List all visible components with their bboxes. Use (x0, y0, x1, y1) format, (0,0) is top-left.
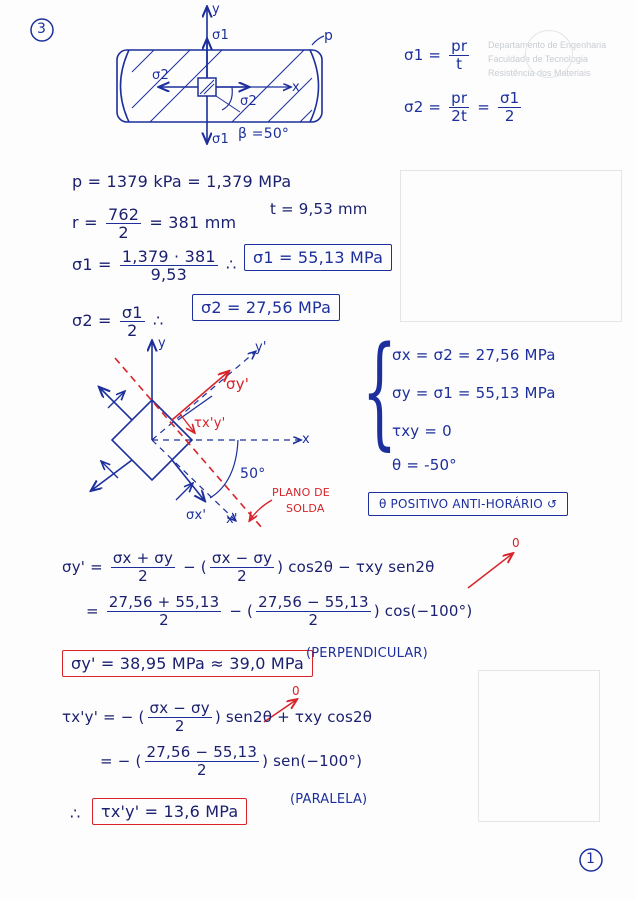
stress-eq-f1-num: σx + σy (112, 549, 174, 567)
radius-rhs: = 381 mm (149, 213, 237, 232)
radius-den: 2 (118, 223, 129, 242)
fig1-y-axis-label: y (212, 2, 220, 17)
sigma2-result-box: σ2 = 27,56 MPa (192, 294, 340, 321)
normal-stress-result-box: σy' = 38,95 MPa ≈ 39,0 MPa (62, 650, 313, 677)
stress-sub-f2-num: 27,56 − 55,13 (258, 593, 369, 611)
sigma1-calc-therefore: ∴ (226, 255, 237, 274)
stress-eq-minus: − (183, 558, 196, 576)
show-through-text: Resistência dos Materiais (488, 68, 591, 78)
perpendicular-note: (PERPENDICULAR) (306, 646, 428, 661)
stress-eq-lhs: σy' = (62, 558, 103, 576)
condition-theta: θ = -50° (392, 456, 457, 474)
shear-eq-lhs: τx'y' = − (62, 708, 134, 726)
parallel-note: (PARALELA) (290, 792, 368, 807)
weld-plane-label-line1: PLANO DE (272, 486, 330, 499)
stress-eq-zero-mark: 0 (512, 536, 520, 550)
condition-sigma-y: σy = σ1 = 55,13 MPa (392, 384, 556, 402)
fig2-sigma-x-prime-label: σx' (186, 508, 207, 523)
sigma2-calculation (72, 304, 163, 339)
fig1-p-label: p (324, 28, 334, 44)
stress-eq-f2-num: σx − σy (211, 549, 273, 567)
stress-sub-eq: = (86, 602, 99, 620)
radius-given (72, 206, 236, 241)
fig2-y-prime-label: y' (255, 340, 267, 355)
shear-stress-result-box: τx'y' = 13,6 MPa (92, 798, 247, 825)
page-number: 1 (586, 851, 596, 867)
shear-stress-equation: τx'y' = − ( $\frac{\sigma x - \sigma y}{2}$ ) sen2θ + τxy cos2θ (62, 699, 373, 735)
fig2-sigma-y-prime-label: σy' (226, 375, 250, 393)
sigma2-calc-therefore: ∴ (152, 311, 164, 330)
sigma1-result-box: σ1 = 55,13 MPa (244, 244, 392, 271)
stress-sub-f2-den: 2 (308, 611, 319, 629)
normal-stress-equation: σy' = $\frac{\sigma x + \sigma y}{2}$ − ( $\frac{\sigma x - \sigma y}{2}$ ) cos2θ − τxy sen2θ (62, 549, 435, 585)
sigma1-calculation (72, 248, 236, 283)
normal-stress-substitution: = $\frac{27,56 + 55,13}{2}$ − ( $\frac{27,56 - 55,13}{2}$ ) cos(−100°) (86, 593, 473, 629)
stress-sub-minus: − (229, 602, 243, 620)
fig2-angle-label: 50° (240, 466, 266, 482)
condition-sigma-x: σx = σ2 = 27,56 MPa (392, 346, 556, 364)
fig1-beta-label: β =50° (238, 126, 290, 142)
show-through-text: Departamento de Engenharia (488, 40, 607, 50)
stress-sub-f1-num: 27,56 + 55,13 (108, 593, 220, 611)
fig2-tau-label: τx'y' (194, 416, 226, 431)
conditions-brace: { (362, 320, 397, 462)
stress-eq-f1-den: 2 (138, 567, 148, 585)
stress-eq-f2-den: 2 (237, 567, 247, 585)
stress-sub-trig: cos(−100°) (384, 602, 473, 620)
sigma1-formula-lhs: σ1 = (404, 46, 442, 64)
fig1-x-axis-label: x (292, 80, 300, 95)
sigma2-formula-lhs: σ2 = (404, 98, 442, 116)
pressure-given: p = 1379 kPa = 1,379 MPa (72, 172, 292, 191)
sigma2-calc-den: 2 (127, 321, 138, 340)
sigma1-calc-lhs: σ1 = (72, 255, 112, 274)
sigma2-formula-num: pr (451, 89, 468, 107)
radius-num: 762 (107, 205, 140, 224)
shear-eq-zero-mark: 0 (292, 684, 300, 698)
shear-eq-den: 2 (174, 717, 185, 735)
shear-sub-den: 2 (196, 761, 207, 779)
fig1-sigma1-bottom-label: σ1 (212, 132, 229, 147)
shear-stress-substitution: = − ( $\frac{27,56 - 55,13}{2}$ ) sen(−100°) (100, 743, 363, 779)
sigma1-formula (404, 38, 472, 73)
sigma1-calc-num: 1,379 · 381 (121, 247, 216, 266)
fig2-x-label: x (302, 432, 310, 447)
shear-sub-trig: sen(−100°) (273, 752, 363, 770)
fig1-sigma1-top-label: σ1 (212, 28, 229, 43)
condition-tau-xy: τxy = 0 (392, 422, 452, 440)
show-through-text: Faculdade de Tecnologia (488, 54, 588, 64)
shear-sub-eq: = − (100, 752, 131, 770)
sigma2-calc-lhs: σ2 = (72, 311, 112, 330)
radius-lhs: r = (72, 213, 98, 232)
fig2-y-label: y (158, 336, 166, 351)
sigma1-formula-den: t (456, 55, 463, 73)
theta-sign-note: θ POSITIVO ANTI-HORÁRIO ↺ (368, 492, 568, 516)
thickness-given: t = 9,53 mm (270, 200, 368, 218)
sigma2-formula-den: 2t (451, 107, 468, 125)
shear-eq-num: σx − σy (149, 699, 210, 717)
sigma2-formula-eq: = (477, 98, 490, 116)
shear-eq-trig: sen2θ + τxy cos2θ (225, 708, 373, 726)
sigma2-formula-num2: σ1 (499, 89, 520, 107)
weld-plane-label-line2: SOLDA (286, 502, 325, 515)
shear-therefore: ∴ (70, 804, 81, 823)
sigma2-formula-den2: 2 (504, 107, 515, 125)
fig1-sigma2-right-label: σ2 (240, 94, 257, 109)
sigma1-formula-num: pr (451, 37, 468, 55)
fig1-sigma2-left-label: σ2 (152, 68, 169, 83)
shear-sub-num: 27,56 − 55,13 (146, 743, 258, 761)
fig2-x-prime-label: x' (226, 512, 238, 527)
sigma2-calc-num: σ1 (121, 303, 143, 322)
sigma2-formula (404, 90, 524, 125)
sigma1-calc-den: 9,53 (150, 265, 188, 284)
problem-number: 3 (37, 21, 47, 37)
stress-eq-trig: cos2θ − τxy sen2θ (288, 558, 435, 576)
stress-sub-f1-den: 2 (159, 611, 169, 629)
